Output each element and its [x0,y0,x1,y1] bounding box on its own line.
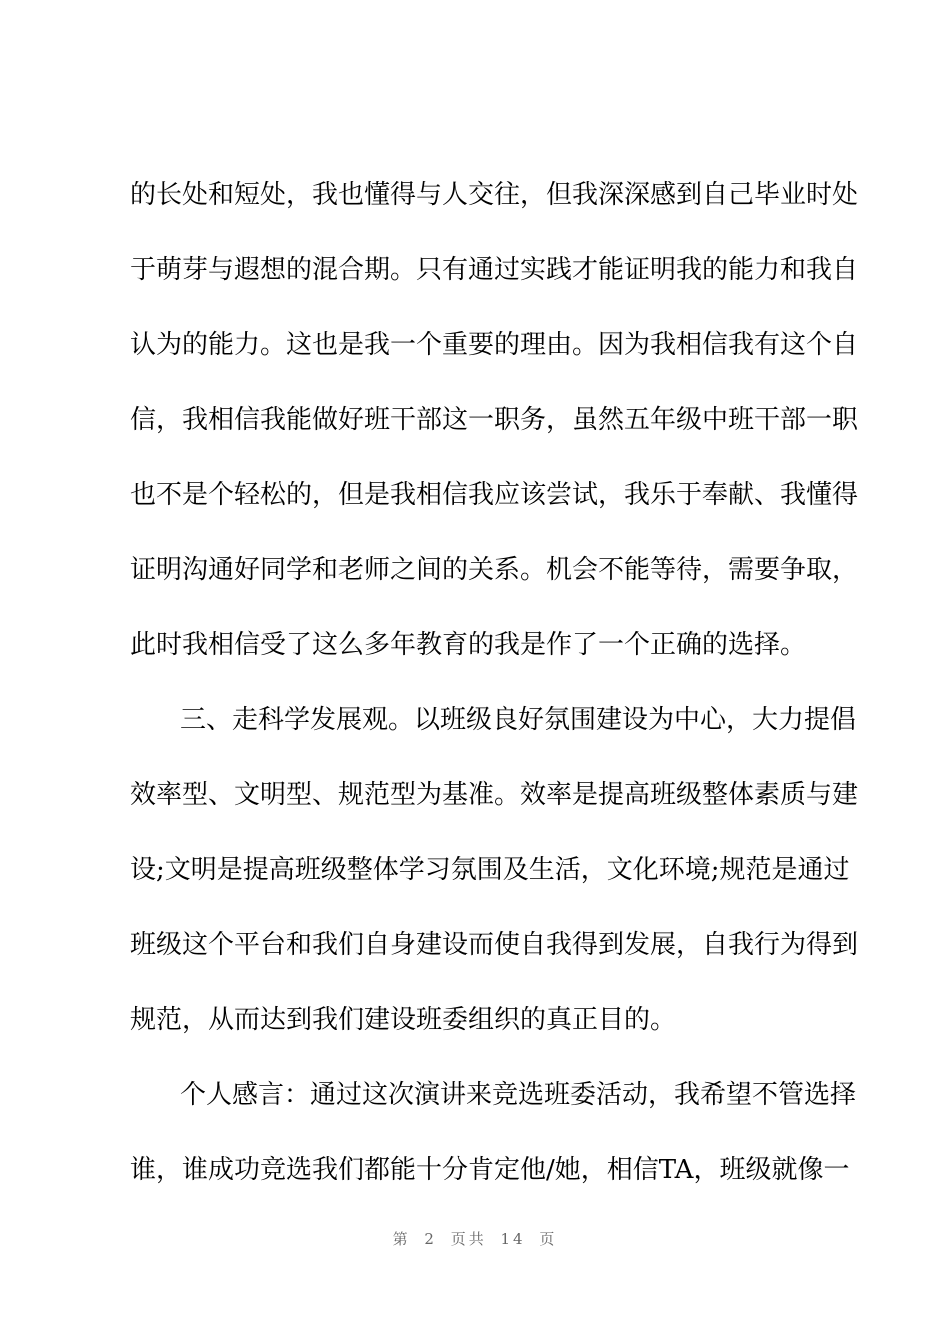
paragraph-line: 也不是个轻松的，但是我相信我应该尝试，我乐于奉献、我懂得 [130,480,859,510]
paragraph-line: 规范，从而达到我们建设班委组织的真正目的。 [130,1005,677,1035]
paragraph-line: 谁，谁成功竞选我们都能十分肯定他/她，相信TA，班级就像一 [130,1155,850,1185]
paragraph-line: 信，我相信我能做好班干部这一职务，虽然五年级中班干部一职 [130,405,859,435]
paragraph-line: 此时我相信受了这么多年教育的我是作了一个正确的选择。 [130,630,807,660]
paragraph-line: 证明沟通好同学和老师之间的关系。机会不能等待，需要争取， [130,555,859,585]
paragraph-line: 设;文明是提高班级整体学习氛围及生活，文化环境;规范是通过 [130,855,850,885]
paragraph-line: 效率型、文明型、规范型为基准。效率是提高班级整体素质与建 [130,780,859,810]
paragraph-line: 认为的能力。这也是我一个重要的理由。因为我相信我有这个自 [130,330,859,360]
paragraph-first-line: 三、走科学发展观。以班级良好氛围建设为中心，大力提倡 [180,705,857,735]
paragraph-line: 于萌芽与遐想的混合期。只有通过实践才能证明我的能力和我自 [130,255,859,285]
paragraph-first-line: 个人感言：通过这次演讲来竞选班委活动，我希望不管选择 [180,1080,857,1110]
paragraph-line: 的长处和短处，我也懂得与人交往，但我深深感到自己毕业时处 [130,180,859,210]
paragraph-line: 班级这个平台和我们自身建设而使自我得到发展，自我行为得到 [130,930,859,960]
page-number-footer: 第 2 页共 14 页 [392,1230,558,1248]
